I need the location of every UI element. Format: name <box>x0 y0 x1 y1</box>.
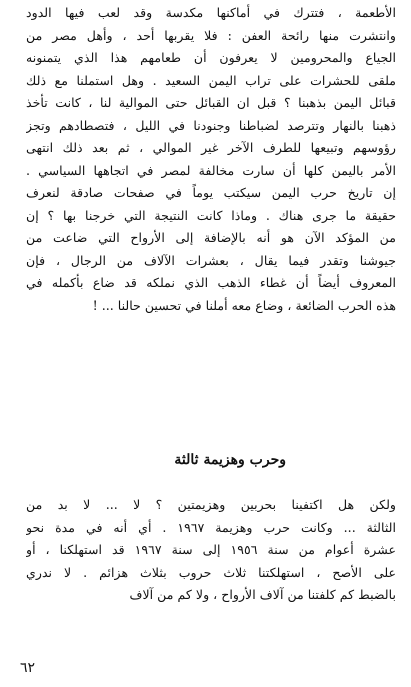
section-heading: وحرب وهزيمة ثالثة <box>174 452 286 468</box>
text-line: جيوشنا وتقدر فيما يقال ، بعشرات الآلاف من الرجال ، فإن <box>26 252 396 268</box>
text-line: إن تاريخ حرب اليمن سيكتب يوماً في صفحات صادقة لنعرف <box>26 185 396 200</box>
text-line: ملقى للحشرات على تراب اليمن السعيد . وهل استملنا مع ذلك <box>26 72 396 88</box>
text-line: ذهبنا بالنهار وتترصد لضباطنا وجنودنا في الليل ، فتصطادهم وتجز <box>26 117 396 133</box>
text-line: على الأصح ، استهلكتنا ثلاث حروب بثلاث هزائم . لا ندري <box>26 564 396 580</box>
text-line: الأمر باليمن كلها أن سارت مخالفة لمصر في اتجاهها السياسي . <box>26 162 396 178</box>
text-line: بالضبط كم كلفتنا من آلاف الأرواح ، ولا كم من آلاف <box>129 587 396 602</box>
page-number: ٦٢ <box>20 660 36 676</box>
text-line: وانتشرت منها رائحة العفن : فلا يقربها أحد ، وأهل مصر من <box>26 27 396 43</box>
text-line: الأطعمة ، فتترك في أماكنها مكدسة وقد لعب فيها الدود <box>26 5 396 20</box>
text-line: الثالثة ... وكانت حرب وهزيمة ١٩٦٧ . أي أنه في مدة نحو <box>26 519 396 535</box>
text-line: المعروف أيضاً أن غطاء الذهب الذي نملكه قد ضاع بأكمله في <box>26 275 396 290</box>
text-line: رؤوسهم وتبيعها للطرف الآخر غير الموالي ، ثم بعد ذلك انتهى <box>26 140 396 155</box>
body-paragraph <box>26 2 396 317</box>
text-line: عشرة أعوام من سنة ١٩٥٦ إلى سنة ١٩٦٧ قد استهلكنا ، أو <box>26 542 396 557</box>
text-line: هذه الحرب الضائعة ، وضاع معه أملنا في تحسين حالنا ... ! <box>92 297 396 313</box>
body-paragraph <box>26 494 396 607</box>
text-line: من المؤكد الآن هو أنه بالإضافة إلى الأرواح التي ضاعت من <box>26 230 396 245</box>
text-line: ولكن هل اكتفينا بحربين وهزيمتين ؟ لا ... لا بد من <box>26 497 396 512</box>
document-page <box>26 0 396 687</box>
text-line: قبائل اليمن بذهبنا ؟ قبل ان القبائل حتى الموالية لنا ، كانت تأخذ <box>26 95 396 110</box>
text-line: حقيقة ما جرى هناك . وماذا كانت النتيجة التي خرجنا بها ؟ إن <box>26 207 396 223</box>
text-line: الجياع والمحرومين لا يعرفون أن طعامهم هذا الذي يتمنونه <box>26 50 396 65</box>
